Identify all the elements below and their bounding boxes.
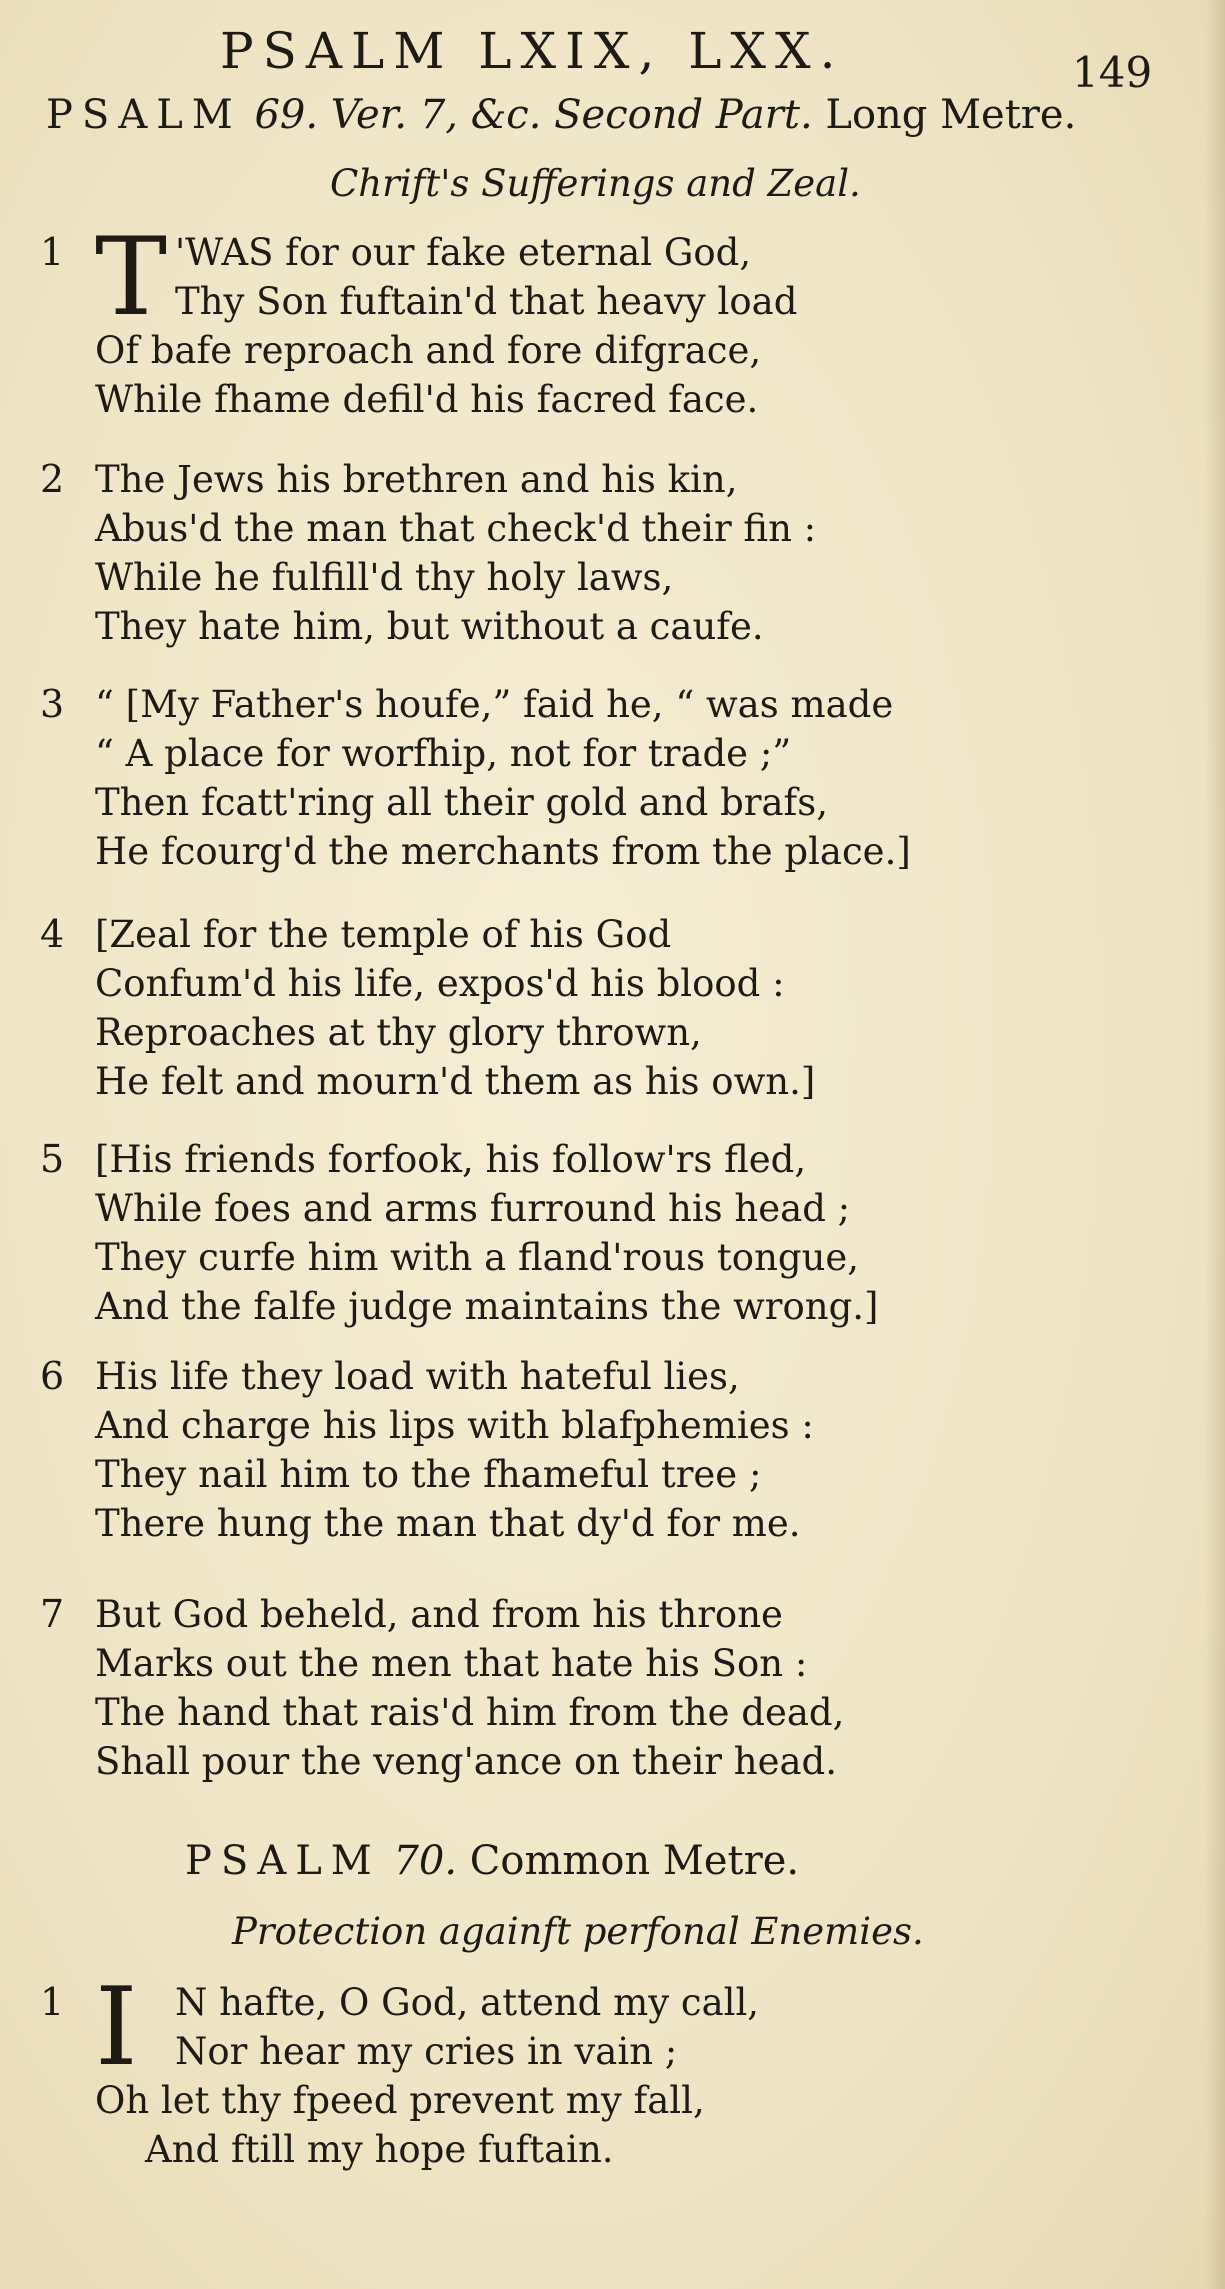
verse-line: Shall pour the veng'ance on their head. (95, 1740, 837, 1783)
page-number: 149 (1072, 48, 1153, 97)
stanza-number: 4 (40, 912, 65, 956)
psalm-70-subtitle: Protection againft perfonal Enemies. (232, 1910, 924, 1953)
stanza-number: 5 (40, 1137, 65, 1181)
verse-line: Confum'd his life, expos'd his blood : (95, 962, 785, 1005)
verse-line: And the falfe judge maintains the wrong.] (95, 1285, 879, 1328)
verse-line: The hand that rais'd him from the dead, (95, 1691, 845, 1734)
stanza-number: 6 (40, 1354, 65, 1398)
verse-line: Thy Son fuftain'd that heavy load (175, 280, 798, 323)
drop-cap: T (95, 215, 168, 340)
stanza-lines (95, 1590, 1195, 1786)
verse-line: He fcourg'd the merchants from the place.] (95, 830, 911, 873)
verse-line: Marks out the men that hate his Son : (95, 1642, 808, 1685)
psalm-70-title (185, 1838, 799, 1884)
verse-line: 'WAS for our fake eternal God, (175, 231, 752, 274)
psalm-70-title-label: PSALM (185, 1838, 381, 1884)
psalm-70-title-ref: 70. (393, 1838, 458, 1884)
stanza-number: 2 (40, 457, 65, 501)
verse-line: [Zeal for the temple of his God (95, 913, 672, 956)
stanza-number: 7 (40, 1592, 65, 1636)
psalm-69-title-label: PSALM (46, 92, 242, 138)
psalm-69-subtitle: Chrift's Sufferings and Zeal. (330, 162, 861, 205)
verse-line: And charge his lips with blafphemies : (95, 1404, 814, 1447)
verse-line: [His friends forfook, his follow'rs fled, (95, 1138, 807, 1181)
stanza-lines (95, 455, 1195, 651)
verse-line: There hung the man that dy'd for me. (95, 1502, 801, 1545)
verse-line: And ftill my hope fuftain. (145, 2128, 614, 2171)
verse-line: The Jews his brethren and his kin, (95, 458, 738, 501)
verse-line: He felt and mourn'd them as his own.] (95, 1060, 816, 1103)
psalm-69-title-ref: 69. Ver. 7, &c. Second Part. (254, 92, 813, 138)
verse-line: Abus'd the man that check'd their fin : (95, 507, 817, 550)
verse-line: Oh let thy fpeed prevent my fall, (95, 2079, 705, 2122)
verse-line: “ [My Father's houfe,” faid he, “ was made (95, 683, 894, 726)
verse-line: But God beheld, and from his throne (95, 1593, 783, 1636)
stanza-lines (95, 1965, 1195, 2174)
verse-line: “ A place for worfhip, not for trade ;” (95, 732, 792, 775)
verse-line: N hafte, O God, attend my call, (175, 1981, 760, 2024)
stanza-lines (95, 1352, 1195, 1548)
verse-line: His life they load with hateful lies, (95, 1355, 740, 1398)
verse-line: Nor hear my cries in vain ; (175, 2030, 678, 2073)
psalm-69-title (46, 92, 1076, 138)
stanza-lines (95, 680, 1195, 876)
verse-line: They hate him, but without a caufe. (95, 605, 764, 648)
psalm-70-title-metre: Common Metre. (469, 1838, 800, 1884)
verse-line: While foes and arms furround his head ; (95, 1187, 851, 1230)
verse-line: While fhame defil'd his facred face. (95, 378, 759, 421)
stanza-lines (95, 215, 1195, 424)
verse-line: They nail him to the fhameful tree ; (95, 1453, 762, 1496)
verse-line: Of bafe reproach and fore difgrace, (95, 329, 762, 372)
stanza-number: 1 (40, 230, 65, 274)
stanza-lines (95, 910, 1195, 1106)
page-edge-shadow (1205, 0, 1225, 2289)
stanza-number: 1 (40, 1980, 65, 2024)
stanza-lines (95, 1135, 1195, 1331)
verse-line: Reproaches at thy glory thrown, (95, 1011, 702, 1054)
psalm-69-title-metre: Long Metre. (825, 92, 1077, 138)
stanza-number: 3 (40, 682, 65, 726)
verse-line: They curfe him with a fland'rous tongue, (95, 1236, 860, 1279)
verse-line: Then fcatt'ring all their gold and brafs, (95, 781, 828, 824)
drop-cap: I (95, 1965, 138, 2090)
running-head: PSALM LXIX, LXX. (220, 22, 845, 80)
verse-line: While he fulfill'd thy holy laws, (95, 556, 674, 599)
